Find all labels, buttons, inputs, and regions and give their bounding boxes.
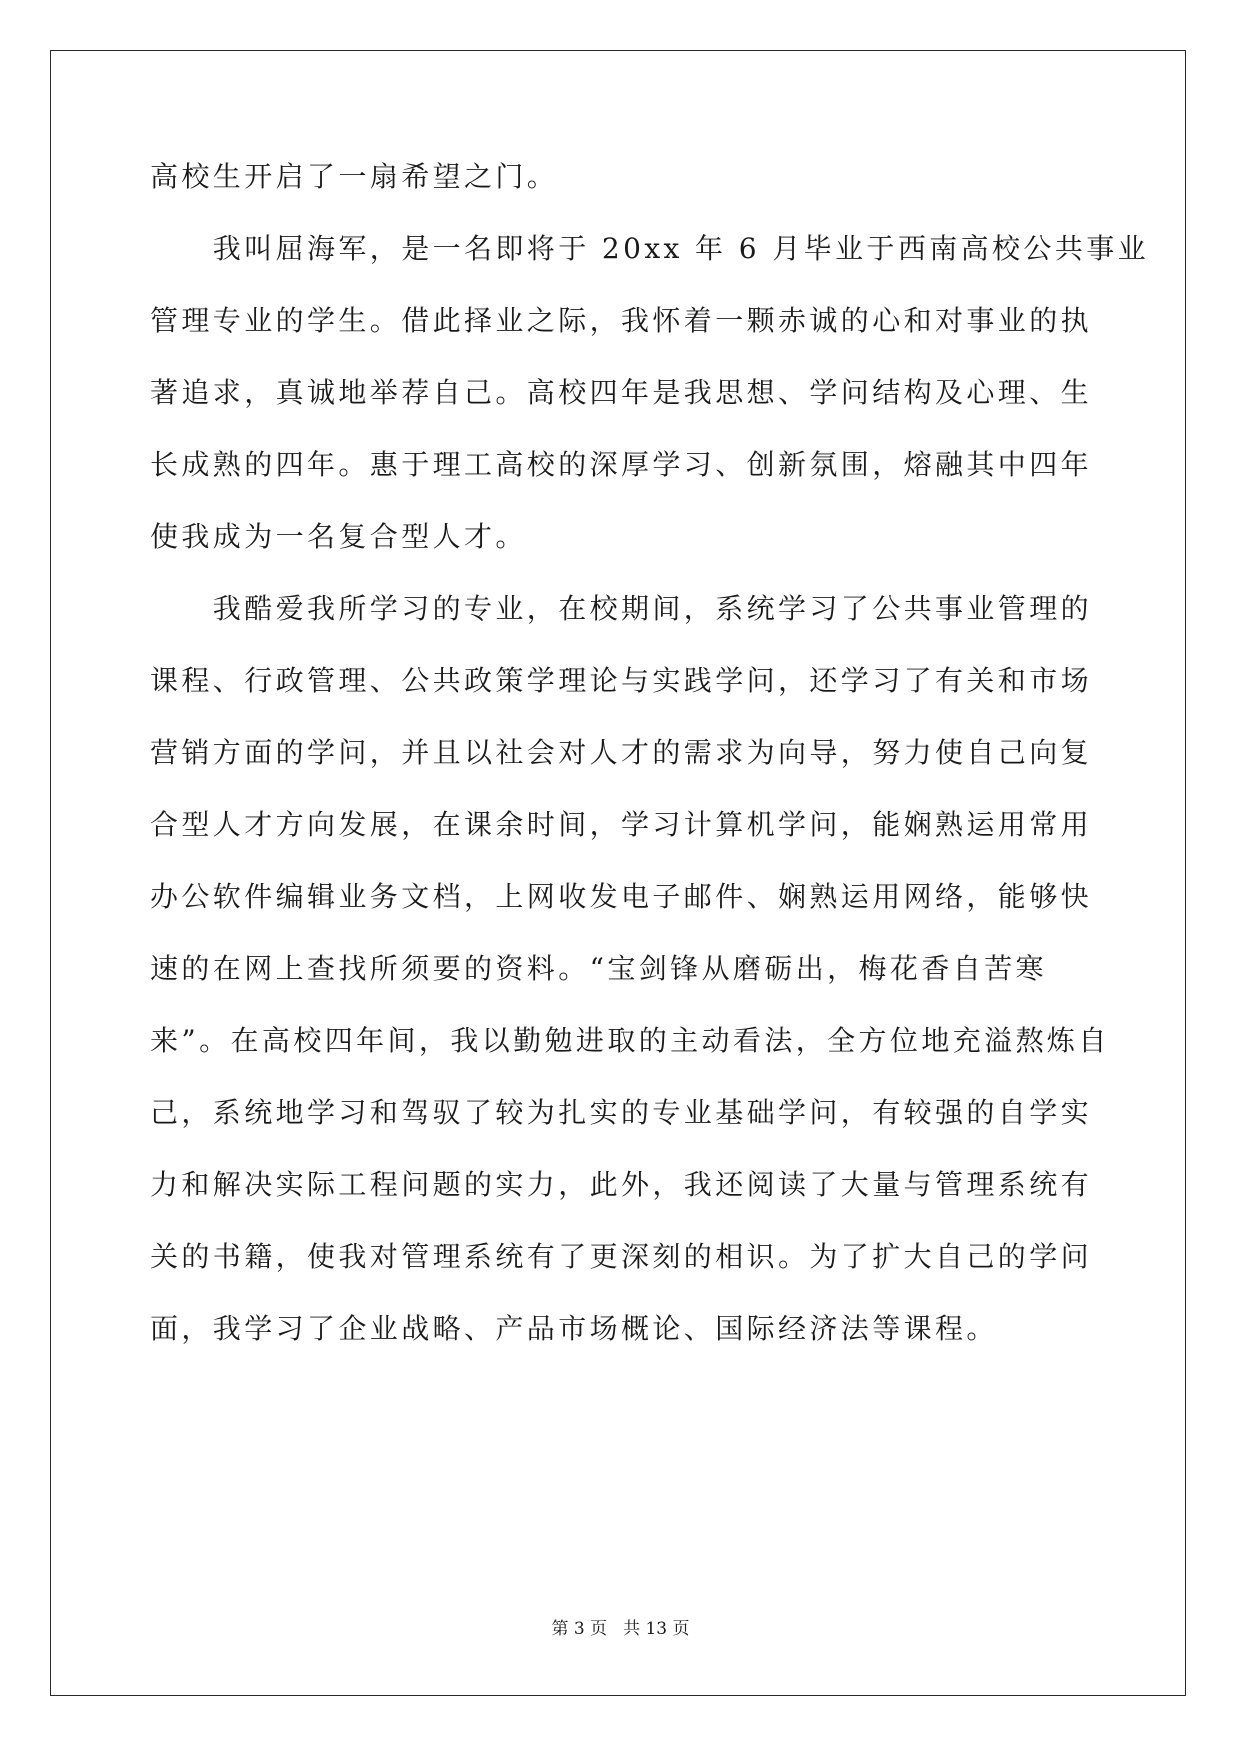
page-border: [50, 50, 1186, 1696]
page-total: 共 13 页: [623, 1619, 690, 1639]
paragraph-line: 我叫屈海军，是一名即将于 20xx 年 6 月毕业于西南高校公共事业: [150, 232, 1150, 265]
page-number: 第 3 页: [551, 1619, 608, 1639]
paragraph-line: 高校生开启了一扇希望之门。: [150, 160, 559, 193]
paragraph-line: 己，系统地学习和驾驭了较为扎实的专业基础学问，有较强的自学实: [150, 1096, 1093, 1129]
paragraph-line: 著追求，真诚地举荐自己。高校四年是我思想、学问结构及心理、生: [150, 376, 1093, 409]
paragraph-line: 我酷爱我所学习的专业，在校期间，系统学习了公共事业管理的: [150, 592, 1093, 625]
paragraph-line: 来”。在高校四年间，我以勤勉进取的主动看法，全方位地充溢熬炼自: [150, 1024, 1110, 1057]
paragraph-line: 力和解决实际工程问题的实力，此外，我还阅读了大量与管理系统有: [150, 1168, 1093, 1201]
paragraph-line: 面，我学习了企业战略、产品市场概论、国际经济法等课程。: [150, 1312, 998, 1345]
paragraph-line: 营销方面的学问，并且以社会对人才的需求为向导，努力使自己向复: [150, 736, 1093, 769]
paragraph-line: 关的书籍，使我对管理系统有了更深刻的相识。为了扩大自己的学问: [150, 1240, 1093, 1273]
paragraph-line: 长成熟的四年。惠于理工高校的深厚学习、创新氛围，熔融其中四年: [150, 448, 1093, 481]
page-footer: [0, 1617, 1241, 1641]
paragraph-line: 管理专业的学生。借此择业之际，我怀着一颗赤诚的心和对事业的执: [150, 304, 1093, 337]
paragraph-line: 速的在网上查找所须要的资料。“宝剑锋从磨砺出，梅花香自苦寒: [150, 952, 1047, 985]
paragraph-line: 合型人才方向发展，在课余时间，学习计算机学问，能娴熟运用常用: [150, 808, 1093, 841]
paragraph-line: 办公软件编辑业务文档，上网收发电子邮件、娴熟运用网络，能够快: [150, 880, 1093, 913]
paragraph-line: 课程、行政管理、公共政策学理论与实践学问，还学习了有关和市场: [150, 664, 1093, 697]
paragraph-line: 使我成为一名复合型人才。: [150, 520, 527, 553]
